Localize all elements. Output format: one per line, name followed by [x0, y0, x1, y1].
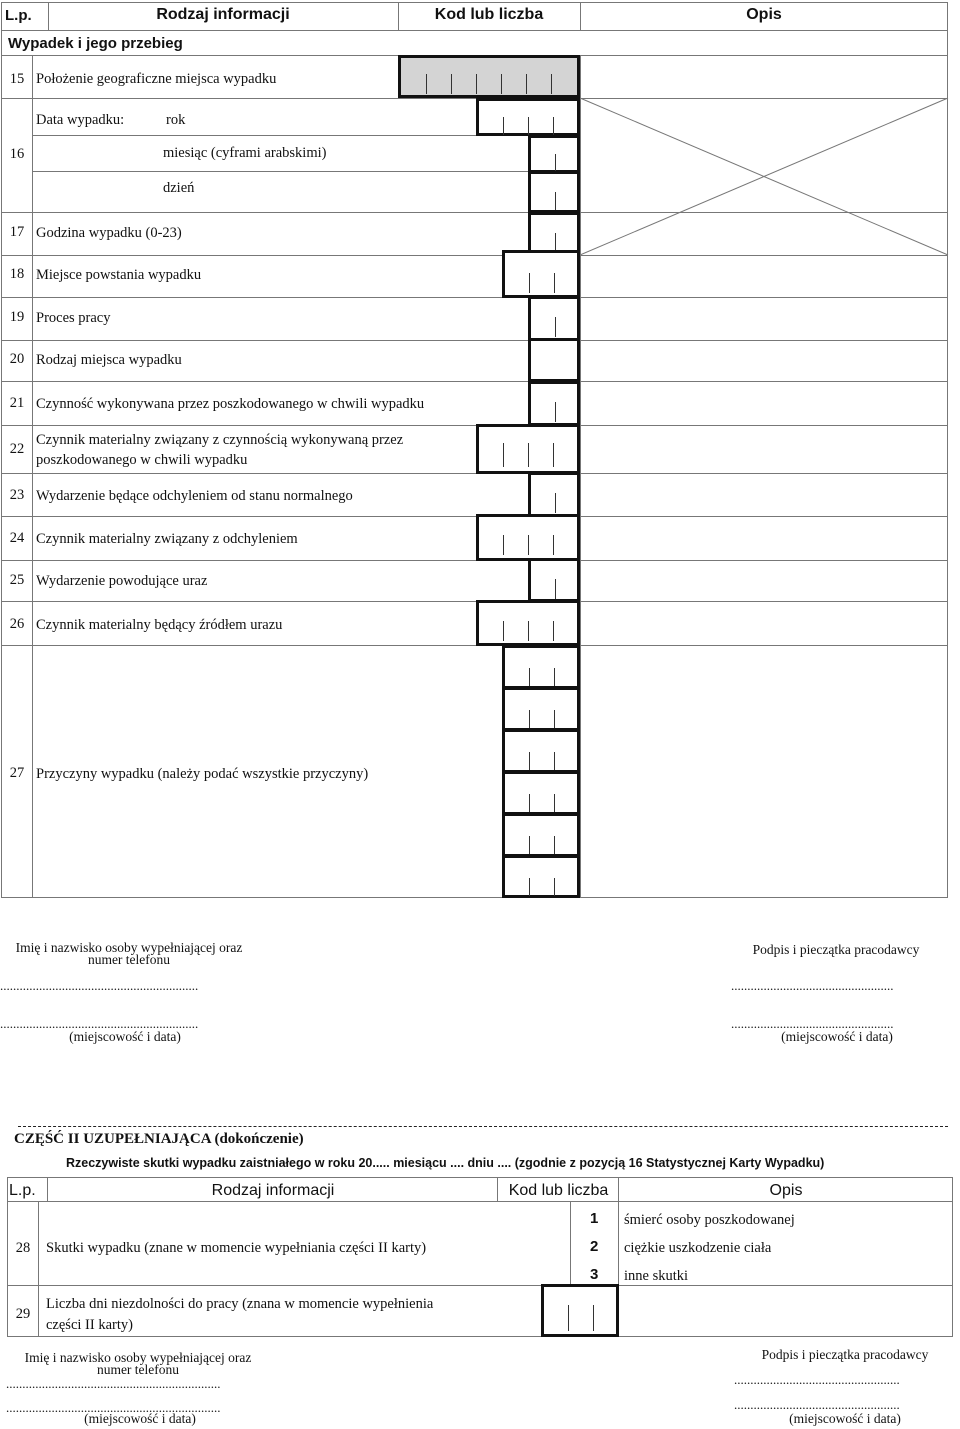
row-label: Czynnik materialny związany z czynnością wykonywaną przez — [36, 432, 404, 448]
row-number: 29 — [15, 1306, 31, 1322]
row-label: Rodzaj miejsca wypadku — [36, 352, 182, 368]
employer-signature-field-2[interactable]: ................................................... — [734, 1372, 900, 1387]
filler-place-date-field[interactable]: ............................................................. — [0, 1016, 199, 1031]
date-month-label: miesiąc (cyframi arabskimi) — [163, 145, 327, 161]
section-title: Wypadek i jego przebieg — [8, 35, 183, 52]
code-box-cause-5[interactable] — [502, 813, 580, 857]
row-label: Czynnik materialny związany z odchyleniem — [36, 531, 298, 547]
header-lp: L.p. — [5, 6, 32, 24]
filler-name-label-2: Imię i nazwisko osoby wypełniającej oraz numer telefonu — [24, 1350, 252, 1377]
row-label: Wydarzenie będące odchyleniem od stanu normalnego — [36, 488, 353, 504]
option-desc: ciężkie uszkodzenie ciała — [624, 1240, 772, 1256]
code-box-place-type[interactable] — [528, 338, 580, 382]
code-box-geo-location[interactable] — [398, 55, 580, 98]
row-label-cont: poszkodowanego w chwili wypadku — [36, 452, 248, 468]
employer-signature-field[interactable]: .................................................. — [731, 978, 894, 993]
part2-header-kod: Kod lub liczba — [508, 1182, 609, 1199]
row-label: Data wypadku: — [36, 112, 125, 128]
row-label: Liczba dni niezdolności do pracy (znana w momencie wypełnienia — [46, 1296, 434, 1312]
part2-header-rodzaj: Rodzaj informacji — [211, 1182, 335, 1199]
row-number: 24 — [9, 530, 25, 546]
option-desc: śmierć osoby poszkodowanej — [624, 1212, 795, 1228]
row-number: 20 — [9, 351, 25, 367]
code-box-material-activity[interactable] — [476, 424, 580, 474]
row-number: 25 — [9, 572, 25, 588]
employer-signature-label-2: Podpis i pieczątka pracodawcy — [761, 1347, 929, 1362]
code-box-cause-4[interactable] — [502, 771, 580, 815]
row-number: 16 — [9, 146, 25, 162]
employer-place-date-field-2[interactable]: ................................................... — [734, 1397, 900, 1412]
row-label: Czynnik materialny będący źródłem urazu — [36, 617, 283, 633]
cut-line — [18, 1126, 948, 1127]
row-label-cont: części II karty) — [46, 1317, 133, 1333]
code-box-month[interactable] — [528, 135, 580, 173]
filler-name-label: Imię i nazwisko osoby wypełniającej oraz numer telefonu — [15, 940, 243, 967]
row-label: Miejsce powstania wypadku — [36, 267, 202, 283]
code-box-year[interactable] — [476, 98, 580, 136]
filler-place-date-field-2[interactable]: .................................................................. — [6, 1400, 221, 1415]
filler-place-date-label: (miejscowość i data) — [69, 1029, 181, 1044]
row-label: Wydarzenie powodujące uraz — [36, 573, 208, 589]
code-box-cause-1[interactable] — [502, 645, 580, 689]
option-code: 2 — [590, 1238, 599, 1255]
part2-header-opis: Opis — [769, 1182, 803, 1199]
filler-name-field[interactable]: ............................................................. — [0, 978, 199, 993]
row-label: Godzina wypadku (0-23) — [36, 225, 182, 241]
row-number: 27 — [9, 765, 25, 781]
part2-header-lp: L.p. — [9, 1182, 36, 1199]
code-box-process[interactable] — [528, 296, 580, 341]
code-box-cause-6[interactable] — [502, 855, 580, 898]
row-label: Przyczyny wypadku (należy podać wszystkie przyczyny) — [36, 766, 369, 782]
code-box-deviation[interactable] — [528, 472, 580, 517]
employer-place-date-field[interactable]: .................................................. — [731, 1016, 894, 1031]
code-box-injury-event[interactable] — [528, 558, 580, 602]
option-desc: inne skutki — [624, 1268, 689, 1284]
row-label: Położenie geograficzne miejsca wypadku — [36, 71, 277, 87]
date-day-label: dzień — [163, 180, 195, 196]
employer-place-date-label-2: (miejscowość i data) — [789, 1411, 901, 1426]
header-rodzaj-informacji: Rodzaj informacji — [156, 6, 290, 23]
row-number: 26 — [9, 616, 25, 632]
code-box-material-source[interactable] — [476, 600, 580, 646]
header-opis: Opis — [746, 6, 782, 23]
option-code: 3 — [590, 1266, 599, 1283]
code-box-day[interactable] — [528, 171, 580, 213]
filler-place-date-label-2: (miejscowość i data) — [84, 1411, 196, 1426]
code-box-days-incapacity[interactable] — [541, 1284, 619, 1337]
part2-title: CZĘŚĆ II UZUPEŁNIAJĄCA (dokończenie) — [14, 1131, 304, 1147]
row-number: 17 — [9, 224, 25, 240]
filler-name-field-2[interactable]: .................................................................. — [6, 1376, 221, 1391]
row-label: Czynność wykonywana przez poszkodowanego w chwili wypadku — [36, 396, 425, 412]
header-kod-lub-liczba: Kod lub liczba — [434, 6, 544, 23]
row-number: 21 — [9, 395, 25, 411]
code-box-place[interactable] — [502, 250, 580, 298]
part2-subtitle: Rzeczywiste skutki wypadku zaistniałego w roku 20..... miesiącu .... dniu .... (zgodnie z pozycją 16 Statystycznej Karty Wypadku) — [66, 1156, 825, 1170]
row-number: 15 — [9, 71, 25, 87]
option-code: 1 — [590, 1210, 599, 1227]
code-box-activity[interactable] — [528, 381, 580, 426]
employer-place-date-label: (miejscowość i data) — [781, 1029, 893, 1044]
row-number: 23 — [9, 487, 25, 503]
row-number: 18 — [9, 266, 25, 282]
code-box-cause-3[interactable] — [502, 729, 580, 773]
row-number: 22 — [9, 441, 25, 457]
employer-signature-label: Podpis i pieczątka pracodawcy — [752, 942, 920, 957]
date-year-label: rok — [166, 112, 186, 128]
row-label: Skutki wypadku (znane w momencie wypełniania części II karty) — [46, 1240, 427, 1256]
code-box-material-deviation[interactable] — [476, 514, 580, 561]
row-number: 19 — [9, 309, 25, 325]
row-number: 28 — [15, 1240, 31, 1256]
row-label: Proces pracy — [36, 310, 111, 326]
code-box-cause-2[interactable] — [502, 687, 580, 731]
